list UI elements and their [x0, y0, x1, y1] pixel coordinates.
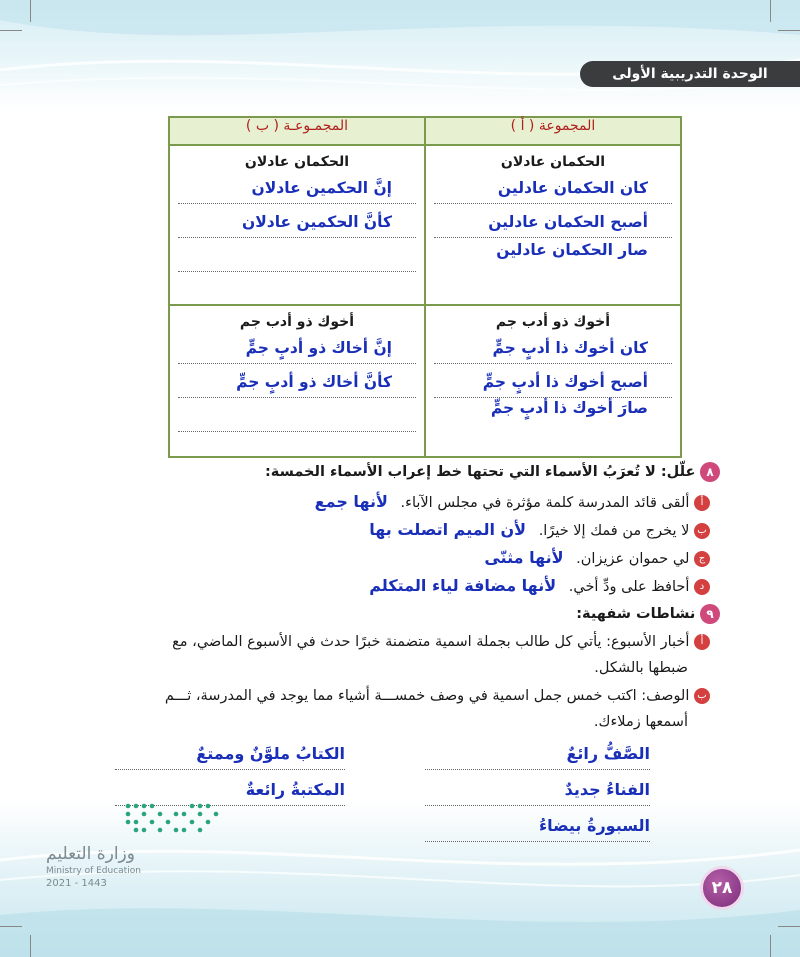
answer-text: لأنها مثنّى	[484, 548, 564, 567]
answer-line: كأنَّ أخاك ذو أدبٍ جمٍّ	[170, 372, 424, 406]
answer-line: صارَ أخوك ذا أدبٍ جمٍّ	[490, 399, 648, 417]
row2-b-title: أخوك ذو أدب جم	[239, 314, 355, 330]
sentence-line: الصَّفُّ رائعٌ	[425, 744, 650, 774]
sentence-line: المكتبةُ رائعةٌ	[115, 780, 345, 810]
logo-arabic-text: وزارة التعليم	[46, 844, 135, 864]
group-a-header: المجموعة ( أ )	[425, 117, 681, 145]
question-9-item-b-line2: أسمعها زملاءك.	[593, 714, 688, 730]
question-8-item-d: د أحافظ على ودِّ أخي. لأنها مضافة لياء المتكلم	[110, 576, 710, 595]
crop-mark	[30, 0, 31, 22]
answer-line: كان الحكمان عادلين	[426, 178, 680, 212]
question-8-item-c: ج لي حموان عزيزان. لأنها مثنّى	[110, 548, 710, 567]
answer-line: كان أخوك ذا أدبٍ جمٍّ	[426, 338, 680, 372]
question-9-item-b: ب الوصف: اكتب خمس جمل اسمية في وصف خمســـة أشياء مما يوجد في المدرسة، ثـــم	[50, 688, 710, 704]
logo-year: 2021 - 1443	[46, 878, 107, 889]
group-b-header: المجمـوعـة ( ب )	[169, 117, 425, 145]
unit-title: الوحدة التدريبية الأولى	[612, 66, 768, 82]
crop-mark	[778, 926, 800, 927]
crop-mark	[770, 0, 771, 22]
question-9-item-a-line2: ضبطها بالشكل.	[594, 660, 688, 676]
question-8-prompt: ٨ علّل: لا تُعرَبُ الأسماء التي تحتها خط إعراب الأسماء الخمسة:	[80, 462, 720, 482]
row2-group-b-cell	[169, 305, 425, 457]
ministry-logo	[40, 800, 200, 890]
question-number-badge: ٨	[700, 462, 720, 482]
top-wave-decoration	[0, 0, 800, 120]
answer-line: أصبح الحكمان عادلين	[426, 212, 680, 246]
answer-line: أصبح أخوك ذا أدبٍ جمٍّ	[426, 372, 680, 406]
item-letter-badge: ج	[694, 551, 710, 567]
item-letter-badge: أ	[694, 495, 710, 511]
sentence-line: الكتابُ ملوَّنٌ وممتعٌ	[115, 744, 345, 774]
answer-line	[170, 246, 424, 280]
logo-english-text: Ministry of Education	[46, 866, 141, 876]
crop-mark	[0, 926, 22, 927]
row1-group-a-cell	[425, 145, 681, 305]
answer-line: كأنَّ الحكمين عادلان	[170, 212, 424, 246]
row1-b-title: الحكمان عادلان	[244, 154, 350, 170]
crop-mark	[0, 30, 22, 31]
sentence-line: السبورةُ بيضاءُ	[425, 816, 650, 846]
sentence-line: الفناءُ جديدٌ	[425, 780, 650, 810]
question-8-item-a: أ ألقى قائد المدرسة كلمة مؤثرة في مجلس الآباء. لأنها جمع	[110, 492, 710, 511]
item-letter-badge: ب	[694, 688, 710, 704]
answer-text: لأنها مضافة لياء المتكلم	[369, 576, 557, 595]
unit-title-bar	[580, 61, 800, 87]
row1-group-b-cell	[169, 145, 425, 305]
crop-mark	[30, 935, 31, 957]
answer-text: لأنها جمع	[314, 492, 388, 511]
answer-line: صار الحكمان عادلين	[496, 241, 648, 259]
item-letter-badge: د	[694, 579, 710, 595]
question-9-item-a: أ أخبار الأسبوع: يأتي كل طالب بجملة اسمية متضمنة خبرًا حدث في الأسبوع الماضي، مع	[20, 634, 710, 650]
answer-line: إنَّ أخاك ذو أدبٍ جمٍّ	[170, 338, 424, 372]
row2-a-title: أخوك ذو أدب جم	[495, 314, 611, 330]
item-letter-badge: أ	[694, 634, 710, 650]
question-8-item-b: ب لا يخرج من فمك إلا خيرًا. لأن الميم اتصلت بها	[110, 520, 710, 539]
comparison-table	[168, 116, 682, 458]
page-number: ٢٨	[700, 866, 744, 910]
answer-text: لأن الميم اتصلت بها	[369, 520, 527, 539]
question-number-badge: ٩	[700, 604, 720, 624]
answer-line	[170, 406, 424, 440]
question-9-prompt: ٩ نشاطات شفهية:	[80, 604, 720, 624]
logo-dots-icon	[120, 800, 220, 836]
crop-mark	[778, 30, 800, 31]
answer-line: إنَّ الحكمين عادلان	[170, 178, 424, 212]
row2-group-a-cell	[425, 305, 681, 457]
crop-mark	[770, 935, 771, 957]
row1-a-title: الحكمان عادلان	[500, 154, 606, 170]
item-letter-badge: ب	[694, 523, 710, 539]
